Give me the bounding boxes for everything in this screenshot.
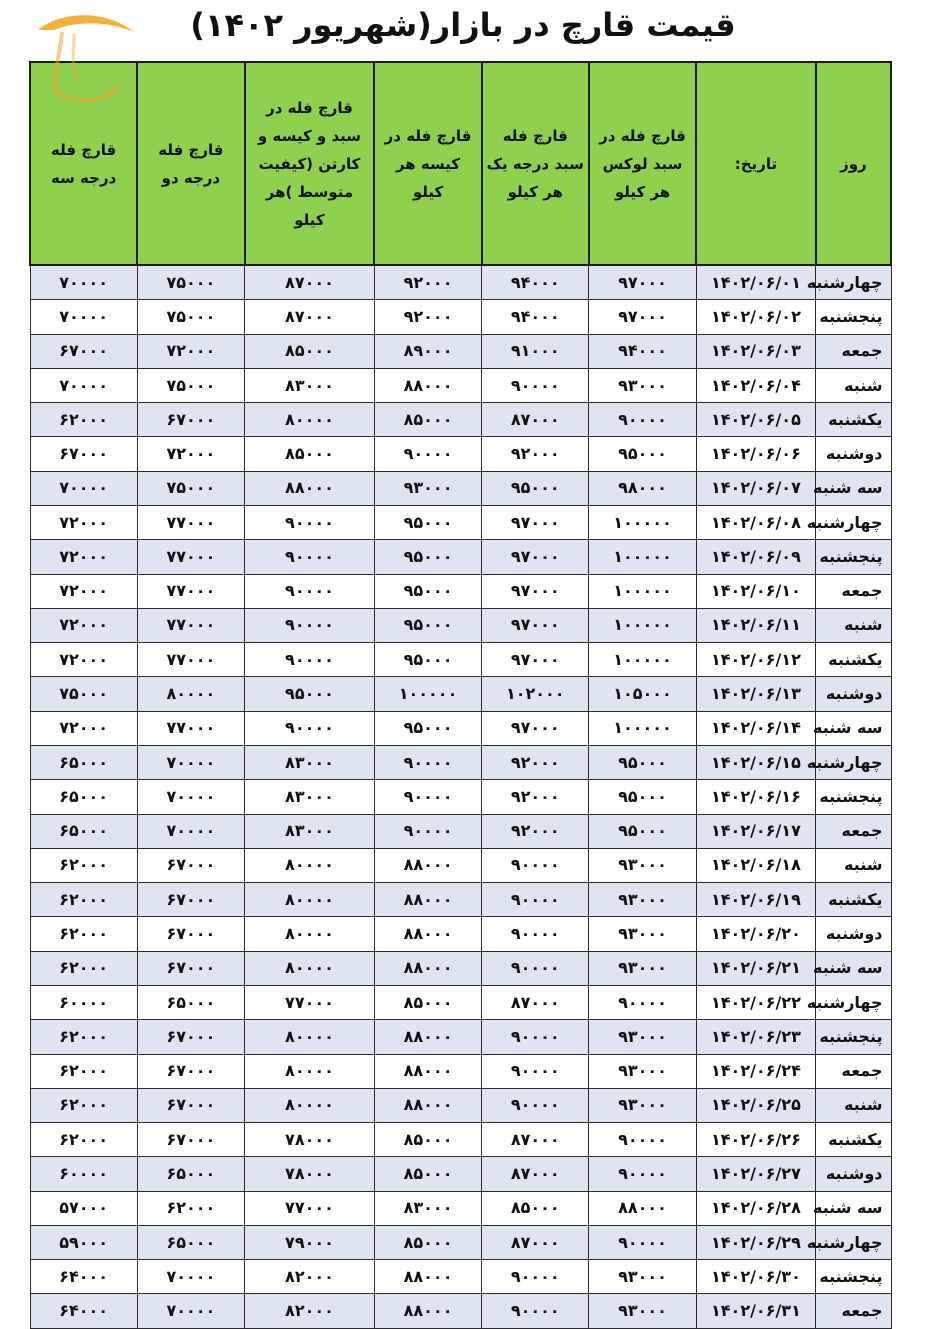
- cell-lux-basket: ۱۰۰۰۰۰: [589, 574, 696, 608]
- cell-medium-quality: ۹۰۰۰۰: [245, 506, 375, 540]
- cell-lux-basket: ۹۵۰۰۰: [589, 814, 696, 848]
- cell-bag: ۹۰۰۰۰: [374, 745, 481, 779]
- cell-medium-quality: ۸۰۰۰۰: [245, 403, 375, 437]
- table-row: [30, 1088, 891, 1122]
- table-row: [30, 1294, 891, 1329]
- cell-lux-basket: ۹۳۰۰۰: [589, 1294, 696, 1329]
- cell-lux-basket: ۹۴۰۰۰: [589, 334, 696, 368]
- table-row: [30, 711, 891, 745]
- cell-grade2: ۷۲۰۰۰: [137, 437, 244, 471]
- cell-grade3: ۶۲۰۰۰: [30, 1123, 137, 1157]
- cell-bag: ۸۸۰۰۰: [374, 1020, 481, 1054]
- table-row: [30, 951, 891, 985]
- cell-medium-quality: ۹۰۰۰۰: [245, 574, 375, 608]
- cell-medium-quality: ۸۰۰۰۰: [245, 848, 375, 882]
- cell-grade1-basket: ۹۰۰۰۰: [482, 883, 589, 917]
- cell-grade1-basket: ۹۰۰۰۰: [482, 1088, 589, 1122]
- table-row: [30, 506, 891, 540]
- cell-date: ۱۴۰۲/۰۶/۲۸: [696, 1191, 816, 1225]
- cell-grade3: ۶۷۰۰۰: [30, 437, 137, 471]
- cell-grade3: ۶۴۰۰۰: [30, 1260, 137, 1294]
- cell-medium-quality: ۸۳۰۰۰: [245, 814, 375, 848]
- cell-grade2: ۷۰۰۰۰: [137, 1260, 244, 1294]
- cell-bag: ۸۸۰۰۰: [374, 848, 481, 882]
- cell-grade2: ۷۷۰۰۰: [137, 506, 244, 540]
- cell-grade1-basket: ۹۷۰۰۰: [482, 608, 589, 642]
- cell-bag: ۸۳۰۰۰: [374, 1191, 481, 1225]
- cell-date: ۱۴۰۲/۰۶/۲۲: [696, 985, 816, 1019]
- table-row: [30, 334, 891, 368]
- cell-date: ۱۴۰۲/۰۶/۲۷: [696, 1157, 816, 1191]
- cell-date: ۱۴۰۲/۰۶/۰۸: [696, 506, 816, 540]
- cell-medium-quality: ۸۵۰۰۰: [245, 437, 375, 471]
- cell-bag: ۹۲۰۰۰: [374, 300, 481, 334]
- cell-date: ۱۴۰۲/۰۶/۰۲: [696, 300, 816, 334]
- table-row: [30, 848, 891, 882]
- cell-day: دوشنبه: [816, 677, 891, 711]
- cell-day: جمعه: [816, 334, 891, 368]
- cell-bag: ۸۸۰۰۰: [374, 883, 481, 917]
- cell-date: ۱۴۰۲/۰۶/۱۶: [696, 780, 816, 814]
- column-header-bag: قارچ فله در کیسه هر کیلو: [374, 62, 481, 265]
- cell-day: شنبه: [816, 848, 891, 882]
- cell-day: سه شنبه: [816, 471, 891, 505]
- cell-day: چهارشنبه: [816, 985, 891, 1019]
- cell-bag: ۸۵۰۰۰: [374, 1225, 481, 1259]
- cell-grade1-basket: ۹۰۰۰۰: [482, 1054, 589, 1088]
- cell-grade3: ۷۲۰۰۰: [30, 540, 137, 574]
- cell-grade2: ۶۷۰۰۰: [137, 1123, 244, 1157]
- cell-medium-quality: ۹۰۰۰۰: [245, 643, 375, 677]
- table-row: [30, 677, 891, 711]
- cell-day: چهارشنبه: [816, 265, 891, 300]
- cell-bag: ۹۵۰۰۰: [374, 711, 481, 745]
- table-row: [30, 1157, 891, 1191]
- cell-day: چهارشنبه: [816, 745, 891, 779]
- cell-day: یکشنبه: [816, 883, 891, 917]
- cell-lux-basket: ۹۳۰۰۰: [589, 848, 696, 882]
- cell-day: جمعه: [816, 814, 891, 848]
- cell-medium-quality: ۹۰۰۰۰: [245, 711, 375, 745]
- column-header-medium-quality: قارچ فله در سبد و کیسه و کارتن (کیفیت متوسط )هر کیلو: [245, 62, 375, 265]
- cell-grade1-basket: ۹۰۰۰۰: [482, 917, 589, 951]
- cell-grade1-basket: ۹۰۰۰۰: [482, 1294, 589, 1329]
- cell-grade3: ۷۵۰۰۰: [30, 677, 137, 711]
- cell-bag: ۹۵۰۰۰: [374, 540, 481, 574]
- cell-date: ۱۴۰۲/۰۶/۲۶: [696, 1123, 816, 1157]
- cell-grade2: ۶۵۰۰۰: [137, 1225, 244, 1259]
- cell-bag: ۹۵۰۰۰: [374, 506, 481, 540]
- table-body: [30, 265, 891, 1329]
- cell-grade1-basket: ۹۰۰۰۰: [482, 951, 589, 985]
- cell-bag: ۹۵۰۰۰: [374, 608, 481, 642]
- table-row: [30, 643, 891, 677]
- cell-lux-basket: ۹۰۰۰۰: [589, 403, 696, 437]
- cell-medium-quality: ۷۷۰۰۰: [245, 985, 375, 1019]
- cell-grade3: ۶۷۰۰۰: [30, 334, 137, 368]
- cell-grade3: ۶۲۰۰۰: [30, 848, 137, 882]
- cell-grade1-basket: ۹۰۰۰۰: [482, 1020, 589, 1054]
- cell-lux-basket: ۹۳۰۰۰: [589, 917, 696, 951]
- cell-date: ۱۴۰۲/۰۶/۱۲: [696, 643, 816, 677]
- cell-date: ۱۴۰۲/۰۶/۰۹: [696, 540, 816, 574]
- cell-lux-basket: ۹۳۰۰۰: [589, 1020, 696, 1054]
- cell-grade1-basket: ۸۷۰۰۰: [482, 1225, 589, 1259]
- table-row: [30, 1123, 891, 1157]
- cell-date: ۱۴۰۲/۰۶/۳۰: [696, 1260, 816, 1294]
- cell-day: سه شنبه: [816, 711, 891, 745]
- cell-grade1-basket: ۹۲۰۰۰: [482, 814, 589, 848]
- cell-lux-basket: ۹۳۰۰۰: [589, 883, 696, 917]
- cell-medium-quality: ۹۰۰۰۰: [245, 608, 375, 642]
- cell-day: شنبه: [816, 608, 891, 642]
- cell-grade3: ۶۵۰۰۰: [30, 745, 137, 779]
- table-row: [30, 403, 891, 437]
- cell-grade1-basket: ۸۵۰۰۰: [482, 1191, 589, 1225]
- cell-day: دوشنبه: [816, 437, 891, 471]
- cell-grade3: ۷۰۰۰۰: [30, 265, 137, 300]
- cell-medium-quality: ۷۷۰۰۰: [245, 1191, 375, 1225]
- cell-grade3: ۵۷۰۰۰: [30, 1191, 137, 1225]
- cell-grade1-basket: ۹۷۰۰۰: [482, 643, 589, 677]
- mushroom-logo-icon: [34, 8, 138, 118]
- cell-grade1-basket: ۹۷۰۰۰: [482, 711, 589, 745]
- cell-date: ۱۴۰۲/۰۶/۱۳: [696, 677, 816, 711]
- cell-day: پنجشنبه: [816, 1020, 891, 1054]
- cell-bag: ۹۳۰۰۰: [374, 471, 481, 505]
- cell-grade2: ۶۷۰۰۰: [137, 403, 244, 437]
- cell-grade3: ۶۲۰۰۰: [30, 951, 137, 985]
- cell-grade3: ۵۹۰۰۰: [30, 1225, 137, 1259]
- cell-grade2: ۷۰۰۰۰: [137, 780, 244, 814]
- cell-grade1-basket: ۱۰۲۰۰۰: [482, 677, 589, 711]
- cell-date: ۱۴۰۲/۰۶/۲۳: [696, 1020, 816, 1054]
- column-header-grade1-basket: قارچ فله سبد درجه یک هر کیلو: [482, 62, 589, 265]
- cell-date: ۱۴۰۲/۰۶/۱۱: [696, 608, 816, 642]
- cell-grade2: ۶۷۰۰۰: [137, 951, 244, 985]
- cell-bag: ۸۸۰۰۰: [374, 917, 481, 951]
- table-row: [30, 780, 891, 814]
- cell-bag: ۸۵۰۰۰: [374, 1123, 481, 1157]
- cell-grade3: ۷۰۰۰۰: [30, 300, 137, 334]
- cell-grade1-basket: ۹۷۰۰۰: [482, 540, 589, 574]
- cell-day: جمعه: [816, 1294, 891, 1329]
- table-row: [30, 471, 891, 505]
- cell-grade2: ۶۷۰۰۰: [137, 883, 244, 917]
- cell-date: ۱۴۰۲/۰۶/۰۴: [696, 368, 816, 402]
- cell-grade1-basket: ۸۷۰۰۰: [482, 985, 589, 1019]
- cell-grade2: ۷۰۰۰۰: [137, 1294, 244, 1329]
- cell-grade2: ۶۷۰۰۰: [137, 848, 244, 882]
- cell-grade3: ۶۵۰۰۰: [30, 814, 137, 848]
- cell-grade2: ۷۷۰۰۰: [137, 711, 244, 745]
- cell-medium-quality: ۸۰۰۰۰: [245, 951, 375, 985]
- cell-medium-quality: ۸۰۰۰۰: [245, 917, 375, 951]
- cell-grade2: ۷۰۰۰۰: [137, 745, 244, 779]
- cell-grade1-basket: ۹۲۰۰۰: [482, 780, 589, 814]
- cell-medium-quality: ۸۲۰۰۰: [245, 1260, 375, 1294]
- cell-lux-basket: ۹۰۰۰۰: [589, 1225, 696, 1259]
- table-row: [30, 437, 891, 471]
- table-row: [30, 608, 891, 642]
- cell-grade2: ۶۵۰۰۰: [137, 985, 244, 1019]
- column-header-lux-basket: قارچ فله در سبد لوکس هر کیلو: [589, 62, 696, 265]
- cell-date: ۱۴۰۲/۰۶/۱۷: [696, 814, 816, 848]
- cell-date: ۱۴۰۲/۰۶/۰۳: [696, 334, 816, 368]
- cell-bag: ۱۰۰۰۰۰: [374, 677, 481, 711]
- cell-grade3: ۶۲۰۰۰: [30, 883, 137, 917]
- cell-grade3: ۶۲۰۰۰: [30, 1054, 137, 1088]
- table-row: [30, 1260, 891, 1294]
- cell-bag: ۸۵۰۰۰: [374, 403, 481, 437]
- cell-bag: ۸۸۰۰۰: [374, 1294, 481, 1329]
- cell-day: چهارشنبه: [816, 1225, 891, 1259]
- cell-grade2: ۶۷۰۰۰: [137, 1020, 244, 1054]
- price-table: [29, 61, 892, 1329]
- column-header-day: روز: [816, 62, 891, 265]
- cell-grade3: ۶۴۰۰۰: [30, 1294, 137, 1329]
- cell-lux-basket: ۱۰۵۰۰۰: [589, 677, 696, 711]
- cell-medium-quality: ۸۷۰۰۰: [245, 265, 375, 300]
- cell-bag: ۹۲۰۰۰: [374, 265, 481, 300]
- cell-medium-quality: ۸۵۰۰۰: [245, 334, 375, 368]
- table-row: [30, 368, 891, 402]
- cell-day: دوشنبه: [816, 1157, 891, 1191]
- table-row: [30, 265, 891, 300]
- cell-medium-quality: ۹۰۰۰۰: [245, 540, 375, 574]
- cell-lux-basket: ۸۸۰۰۰: [589, 1191, 696, 1225]
- cell-bag: ۹۵۰۰۰: [374, 574, 481, 608]
- cell-bag: ۸۹۰۰۰: [374, 334, 481, 368]
- cell-medium-quality: ۷۸۰۰۰: [245, 1157, 375, 1191]
- cell-date: ۱۴۰۲/۰۶/۲۱: [696, 951, 816, 985]
- table-row: [30, 1020, 891, 1054]
- cell-bag: ۹۰۰۰۰: [374, 437, 481, 471]
- cell-bag: ۹۵۰۰۰: [374, 643, 481, 677]
- cell-grade2: ۷۵۰۰۰: [137, 300, 244, 334]
- cell-lux-basket: ۹۰۰۰۰: [589, 1123, 696, 1157]
- table-row: [30, 814, 891, 848]
- cell-grade2: ۷۰۰۰۰: [137, 814, 244, 848]
- column-header-date: تاریخ:: [696, 62, 816, 265]
- cell-date: ۱۴۰۲/۰۶/۰۷: [696, 471, 816, 505]
- table-row: [30, 745, 891, 779]
- cell-grade2: ۶۷۰۰۰: [137, 1054, 244, 1088]
- cell-date: ۱۴۰۲/۰۶/۱۹: [696, 883, 816, 917]
- cell-grade2: ۶۷۰۰۰: [137, 917, 244, 951]
- cell-grade1-basket: ۹۷۰۰۰: [482, 506, 589, 540]
- cell-date: ۱۴۰۲/۰۶/۱۴: [696, 711, 816, 745]
- table-row: [30, 985, 891, 1019]
- cell-grade2: ۷۷۰۰۰: [137, 574, 244, 608]
- cell-lux-basket: ۱۰۰۰۰۰: [589, 540, 696, 574]
- table-row: [30, 574, 891, 608]
- cell-lux-basket: ۹۵۰۰۰: [589, 437, 696, 471]
- cell-medium-quality: ۹۵۰۰۰: [245, 677, 375, 711]
- cell-lux-basket: ۹۸۰۰۰: [589, 471, 696, 505]
- cell-date: ۱۴۰۲/۰۶/۲۴: [696, 1054, 816, 1088]
- cell-date: ۱۴۰۲/۰۶/۰۶: [696, 437, 816, 471]
- cell-lux-basket: ۹۳۰۰۰: [589, 368, 696, 402]
- cell-medium-quality: ۸۷۰۰۰: [245, 300, 375, 334]
- cell-date: ۱۴۰۲/۰۶/۱۵: [696, 745, 816, 779]
- cell-grade3: ۶۲۰۰۰: [30, 403, 137, 437]
- cell-bag: ۸۵۰۰۰: [374, 985, 481, 1019]
- cell-grade2: ۶۷۰۰۰: [137, 1088, 244, 1122]
- cell-grade3: ۶۲۰۰۰: [30, 1020, 137, 1054]
- cell-grade1-basket: ۹۴۰۰۰: [482, 300, 589, 334]
- table-header-row: [30, 62, 891, 265]
- cell-grade1-basket: ۹۴۰۰۰: [482, 265, 589, 300]
- cell-lux-basket: ۱۰۰۰۰۰: [589, 506, 696, 540]
- cell-grade2: ۷۷۰۰۰: [137, 643, 244, 677]
- cell-medium-quality: ۸۰۰۰۰: [245, 1088, 375, 1122]
- cell-bag: ۹۰۰۰۰: [374, 780, 481, 814]
- cell-lux-basket: ۹۷۰۰۰: [589, 265, 696, 300]
- cell-day: چهارشنبه: [816, 506, 891, 540]
- cell-day: دوشنبه: [816, 917, 891, 951]
- cell-lux-basket: ۹۳۰۰۰: [589, 951, 696, 985]
- cell-lux-basket: ۹۰۰۰۰: [589, 985, 696, 1019]
- cell-lux-basket: ۹۷۰۰۰: [589, 300, 696, 334]
- cell-day: شنبه: [816, 368, 891, 402]
- cell-grade1-basket: ۹۷۰۰۰: [482, 574, 589, 608]
- cell-grade3: ۷۲۰۰۰: [30, 574, 137, 608]
- cell-bag: ۸۸۰۰۰: [374, 951, 481, 985]
- cell-medium-quality: ۸۳۰۰۰: [245, 780, 375, 814]
- cell-grade3: ۷۲۰۰۰: [30, 608, 137, 642]
- cell-grade3: ۶۲۰۰۰: [30, 917, 137, 951]
- cell-day: جمعه: [816, 1054, 891, 1088]
- cell-day: پنجشنبه: [816, 300, 891, 334]
- cell-bag: ۸۸۰۰۰: [374, 1260, 481, 1294]
- cell-grade1-basket: ۹۲۰۰۰: [482, 437, 589, 471]
- cell-grade3: ۷۰۰۰۰: [30, 368, 137, 402]
- cell-grade1-basket: ۸۷۰۰۰: [482, 1157, 589, 1191]
- cell-day: یکشنبه: [816, 643, 891, 677]
- page-title: قیمت قارچ در بازار(شهریور ۱۴۰۲): [190, 6, 736, 44]
- cell-lux-basket: ۱۰۰۰۰۰: [589, 608, 696, 642]
- cell-grade1-basket: ۸۷۰۰۰: [482, 403, 589, 437]
- cell-day: شنبه: [816, 1088, 891, 1122]
- cell-grade3: ۷۲۰۰۰: [30, 711, 137, 745]
- table-row: [30, 1054, 891, 1088]
- cell-lux-basket: ۹۳۰۰۰: [589, 1054, 696, 1088]
- cell-grade3: ۶۰۰۰۰: [30, 985, 137, 1019]
- cell-grade3: ۶۲۰۰۰: [30, 1088, 137, 1122]
- cell-medium-quality: ۸۳۰۰۰: [245, 745, 375, 779]
- cell-medium-quality: ۸۸۰۰۰: [245, 471, 375, 505]
- cell-grade2: ۷۷۰۰۰: [137, 540, 244, 574]
- cell-date: ۱۴۰۲/۰۶/۰۵: [696, 403, 816, 437]
- cell-date: ۱۴۰۲/۰۶/۲۵: [696, 1088, 816, 1122]
- table-row: [30, 540, 891, 574]
- column-header-grade3: قارچ فله درجه سه: [30, 62, 137, 265]
- cell-lux-basket: ۱۰۰۰۰۰: [589, 643, 696, 677]
- table-row: [30, 1191, 891, 1225]
- cell-grade2: ۷۷۰۰۰: [137, 608, 244, 642]
- cell-grade3: ۶۰۰۰۰: [30, 1157, 137, 1191]
- cell-day: پنجشنبه: [816, 1260, 891, 1294]
- cell-medium-quality: ۸۰۰۰۰: [245, 1054, 375, 1088]
- cell-date: ۱۴۰۲/۰۶/۱۸: [696, 848, 816, 882]
- cell-grade2: ۸۰۰۰۰: [137, 677, 244, 711]
- cell-medium-quality: ۷۸۰۰۰: [245, 1123, 375, 1157]
- cell-medium-quality: ۷۹۰۰۰: [245, 1225, 375, 1259]
- cell-bag: ۹۰۰۰۰: [374, 814, 481, 848]
- table-row: [30, 917, 891, 951]
- cell-grade3: ۷۰۰۰۰: [30, 471, 137, 505]
- cell-day: یکشنبه: [816, 403, 891, 437]
- cell-day: سه شنبه: [816, 1191, 891, 1225]
- cell-day: یکشنبه: [816, 1123, 891, 1157]
- cell-grade2: ۷۲۰۰۰: [137, 334, 244, 368]
- cell-day: جمعه: [816, 574, 891, 608]
- cell-grade1-basket: ۸۷۰۰۰: [482, 1123, 589, 1157]
- cell-grade2: ۶۲۰۰۰: [137, 1191, 244, 1225]
- cell-date: ۱۴۰۲/۰۶/۲۹: [696, 1225, 816, 1259]
- cell-lux-basket: ۹۵۰۰۰: [589, 780, 696, 814]
- cell-lux-basket: ۹۰۰۰۰: [589, 1157, 696, 1191]
- cell-medium-quality: ۸۲۰۰۰: [245, 1294, 375, 1329]
- cell-grade1-basket: ۹۲۰۰۰: [482, 745, 589, 779]
- cell-medium-quality: ۸۰۰۰۰: [245, 883, 375, 917]
- cell-grade1-basket: ۹۵۰۰۰: [482, 471, 589, 505]
- cell-grade2: ۷۵۰۰۰: [137, 265, 244, 300]
- cell-grade2: ۶۵۰۰۰: [137, 1157, 244, 1191]
- cell-lux-basket: ۹۳۰۰۰: [589, 1088, 696, 1122]
- cell-lux-basket: ۹۵۰۰۰: [589, 745, 696, 779]
- cell-day: سه شنبه: [816, 951, 891, 985]
- cell-day: پنجشنبه: [816, 780, 891, 814]
- cell-grade1-basket: ۹۰۰۰۰: [482, 848, 589, 882]
- cell-medium-quality: ۸۰۰۰۰: [245, 1020, 375, 1054]
- cell-bag: ۸۸۰۰۰: [374, 368, 481, 402]
- cell-bag: ۸۵۰۰۰: [374, 1157, 481, 1191]
- table-row: [30, 300, 891, 334]
- cell-bag: ۸۸۰۰۰: [374, 1088, 481, 1122]
- table-row: [30, 1225, 891, 1259]
- cell-date: ۱۴۰۲/۰۶/۳۱: [696, 1294, 816, 1329]
- cell-grade2: ۷۵۰۰۰: [137, 471, 244, 505]
- cell-grade2: ۷۵۰۰۰: [137, 368, 244, 402]
- cell-grade3: ۶۵۰۰۰: [30, 780, 137, 814]
- cell-medium-quality: ۸۳۰۰۰: [245, 368, 375, 402]
- cell-grade1-basket: ۹۰۰۰۰: [482, 368, 589, 402]
- cell-grade3: ۷۲۰۰۰: [30, 506, 137, 540]
- cell-lux-basket: ۹۳۰۰۰: [589, 1260, 696, 1294]
- column-header-grade2: قارچ فله درجه دو: [137, 62, 244, 265]
- cell-day: پنجشنبه: [816, 540, 891, 574]
- table-row: [30, 883, 891, 917]
- cell-grade1-basket: ۹۰۰۰۰: [482, 1260, 589, 1294]
- cell-date: ۱۴۰۲/۰۶/۲۰: [696, 917, 816, 951]
- cell-date: ۱۴۰۲/۰۶/۰۱: [696, 265, 816, 300]
- cell-lux-basket: ۱۰۰۰۰۰: [589, 711, 696, 745]
- cell-grade3: ۷۲۰۰۰: [30, 643, 137, 677]
- cell-bag: ۸۸۰۰۰: [374, 1054, 481, 1088]
- cell-grade1-basket: ۹۱۰۰۰: [482, 334, 589, 368]
- cell-date: ۱۴۰۲/۰۶/۱۰: [696, 574, 816, 608]
